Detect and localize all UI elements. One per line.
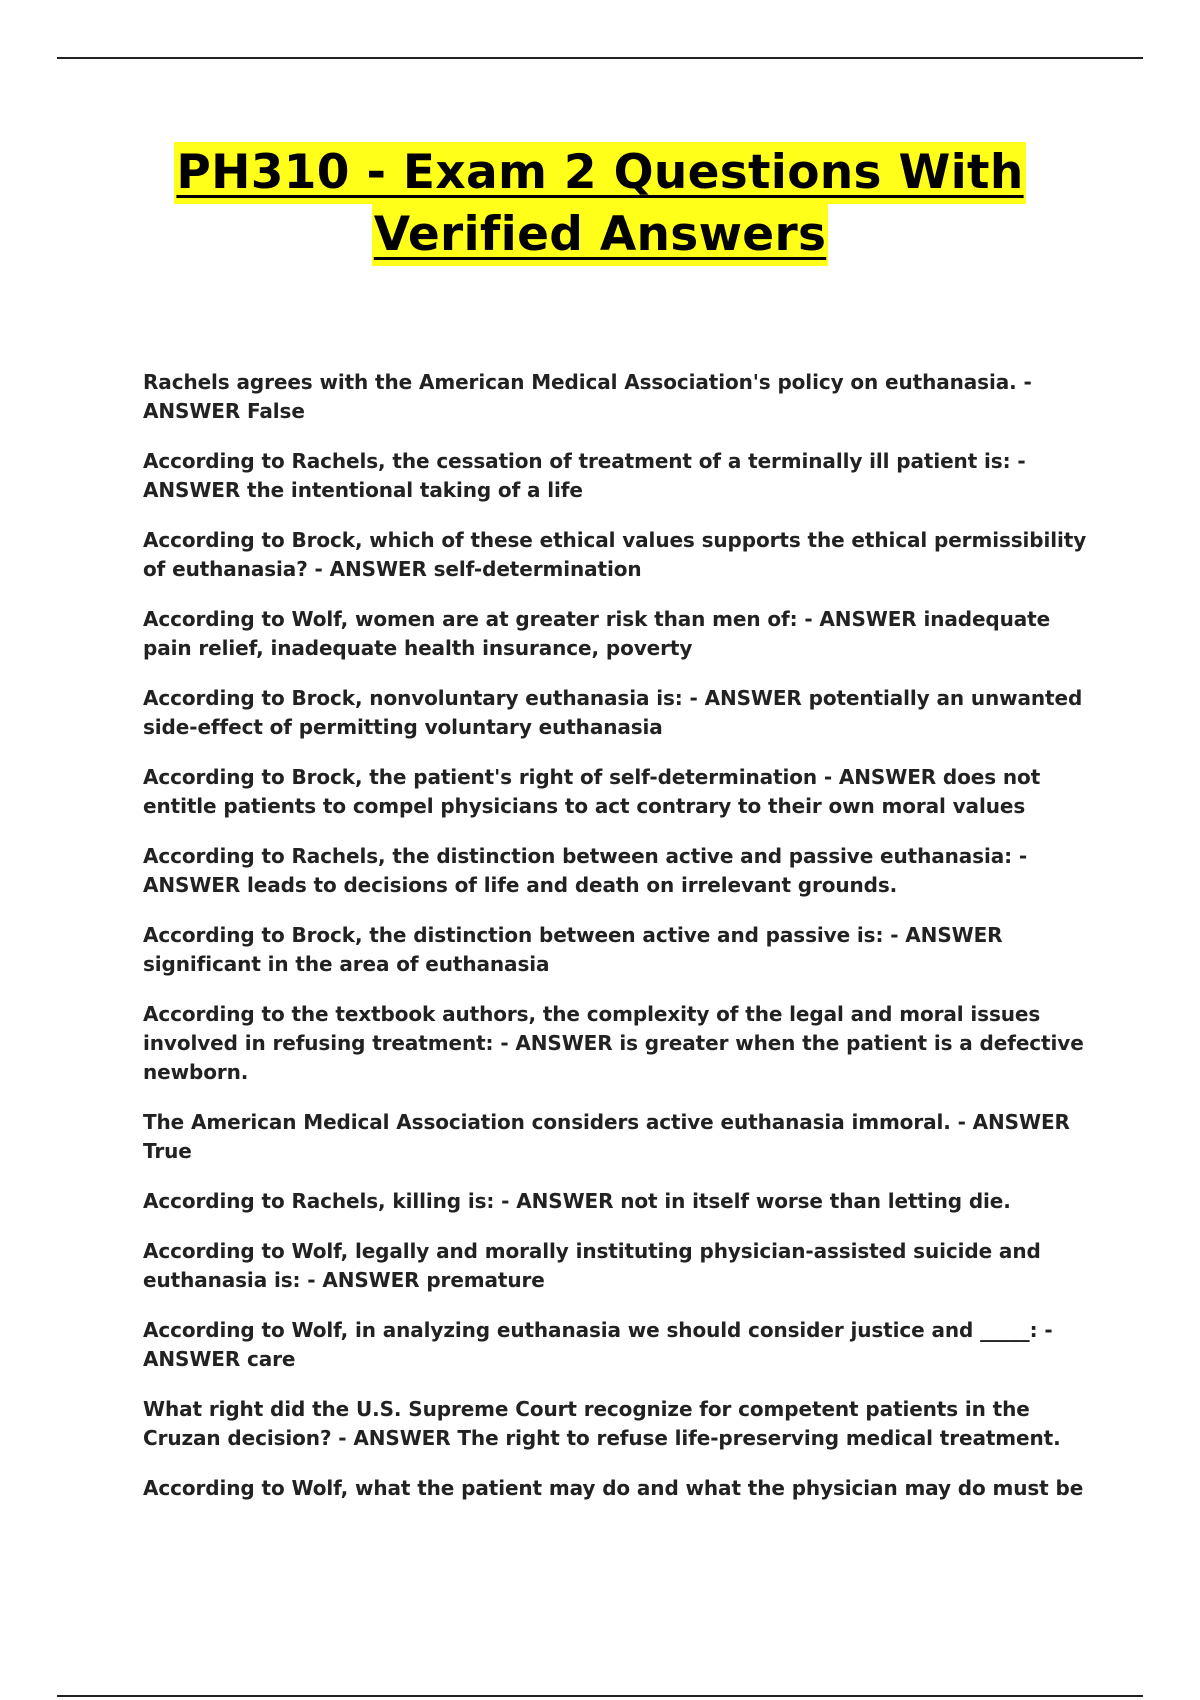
qa-list — [143, 368, 1098, 1524]
qa-item-12: According to Wolf, legally and morally instituting physician-assisted suicide and euthanasia is: - ANSWER premature — [143, 1239, 1041, 1292]
qa-item-13: According to Wolf, in analyzing euthanasia we should consider justice and _____: - ANSWER care — [143, 1318, 1053, 1371]
qa-item-14: What right did the U.S. Supreme Court recognize for competent patients in the Cruzan decision? - ANSWER The right to refuse life-preserving medical treatment. — [143, 1397, 1061, 1450]
qa-item-8: According to Brock, the distinction between active and passive is: - ANSWER significant in the area of euthanasia — [143, 923, 1003, 976]
qa-item-5: According to Brock, nonvoluntary euthanasia is: - ANSWER potentially an unwanted side-effect of permitting voluntary euthanasia — [143, 686, 1083, 739]
qa-item-7: According to Rachels, the distinction between active and passive euthanasia: - ANSWER leads to decisions of life and death on irrelevant grounds. — [143, 844, 1028, 897]
title-line-2: Verified Answers — [372, 204, 828, 266]
qa-item-2: According to Rachels, the cessation of treatment of a terminally ill patient is: - ANSWER the intentional taking of a life — [143, 449, 1026, 502]
qa-item-9: According to the textbook authors, the complexity of the legal and moral issues involved in refusing treatment: - ANSWER is greater when the patient is a defective newborn. — [143, 1002, 1084, 1084]
qa-item-11: According to Rachels, killing is: - ANSWER not in itself worse than letting die. — [143, 1189, 1011, 1213]
qa-item-1: Rachels agrees with the American Medical Association's policy on euthanasia. - ANSWER False — [143, 370, 1032, 423]
title-line-1: PH310 - Exam 2 Questions With — [174, 142, 1025, 204]
qa-item-10: The American Medical Association considers active euthanasia immoral. - ANSWER True — [143, 1110, 1070, 1163]
qa-item-3: According to Brock, which of these ethical values supports the ethical permissibility of euthanasia? - ANSWER self-determination — [143, 528, 1087, 581]
qa-item-6: According to Brock, the patient's right of self-determination - ANSWER does not entitle patients to compel physicians to act contrary to their own moral values — [143, 765, 1041, 818]
bottom-rule — [57, 1695, 1143, 1697]
qa-item-15: According to Wolf, what the patient may do and what the physician may do must be — [143, 1476, 1084, 1500]
document-title — [0, 142, 1200, 266]
top-rule — [57, 57, 1143, 59]
qa-item-4: According to Wolf, women are at greater risk than men of: - ANSWER inadequate pain relief, inadequate health insurance, poverty — [143, 607, 1051, 660]
